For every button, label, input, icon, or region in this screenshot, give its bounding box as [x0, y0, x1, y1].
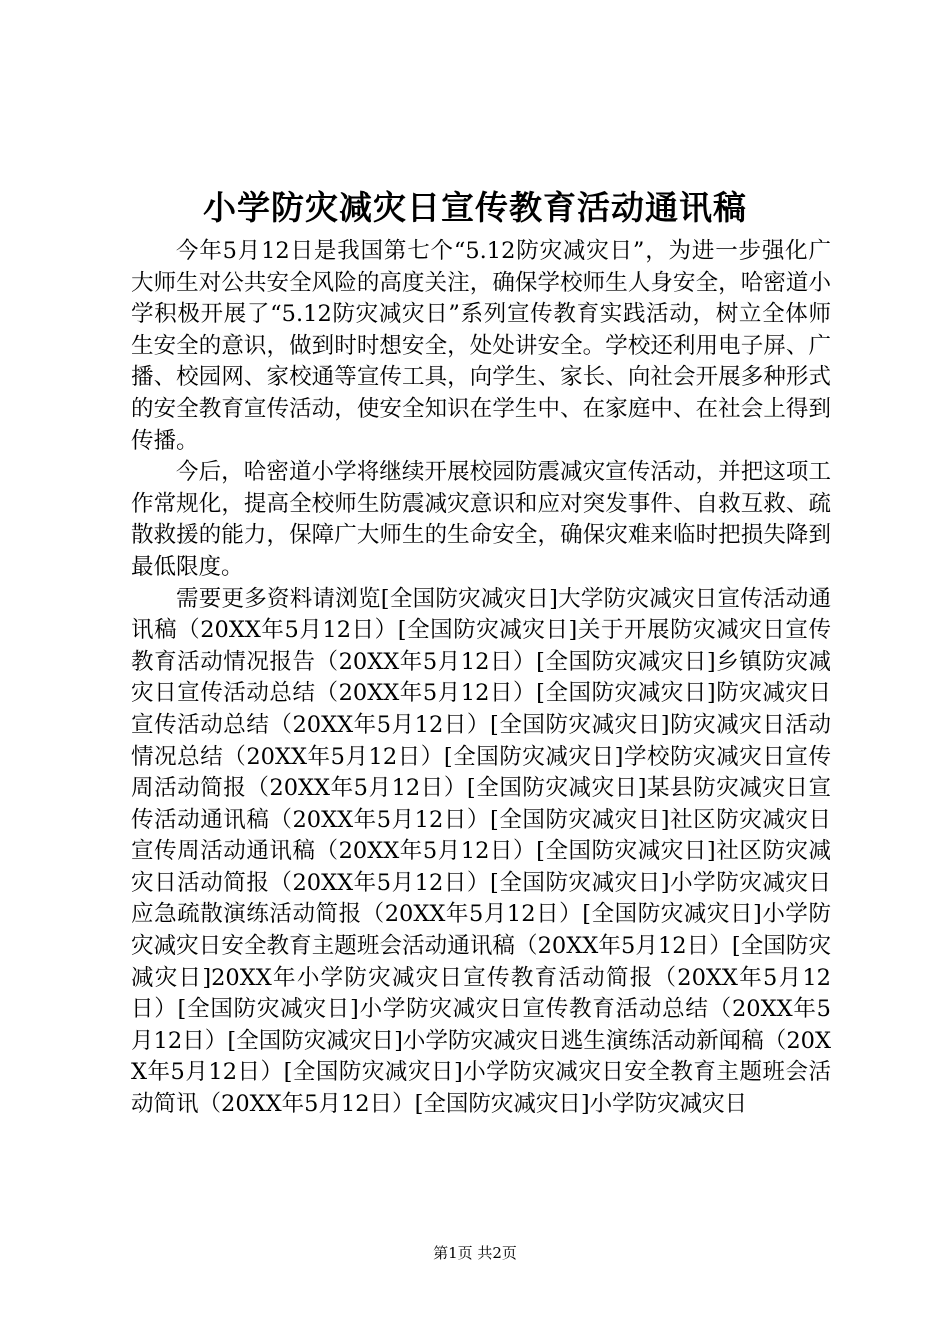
page-number-footer: 第1页 共2页 [433, 1244, 517, 1262]
article-body [131, 236, 831, 1121]
page-title: 小学防灾减灾日宣传教育活动通讯稿 [203, 188, 747, 227]
paragraph-intro: 今年5月12日是我国第七个“5.12防灾减灾日”，为进一步强化广大师生对公共安全风险的高度关注，确保学校师生人身安全，哈密道小学积极开展了“5.12防灾减灾日”系列宣传教育实践活动，树立全体师生安全的意识，做到时时想安全，处处讲安全。学校还利用电子屏、广播、校园网、家校通等宣传工具，向学生、家长、向社会开展多种形式的安全教育宣传活动，使安全知识在学生中、在家庭中、在社会上得到传播。 [131, 238, 831, 454]
paragraph-related-links: 需要更多资料请浏览[全国防灾减灾日]大学防灾减灾日宣传活动通讯稿（20XX年5月12日）[全国防灾减灾日]关于开展防灾减灾日宣传教育活动情况报告（20XX年5月12日）[全国防灾减灾日]乡镇防灾减灾日宣传活动总结（20XX年5月12日）[全国防灾减灾日]防灾减灾日宣传活动总结（20XX年5月12日）[全国防灾减灾日]防灾减灾日活动情况总结（20XX年5月12日）[全国防灾减灾日]学校防灾减灾日宣传周活动简报（20XX年5月12日）[全国防灾减灾日]某县防灾减灾日宣传活动通讯稿（20XX年5月12日）[全国防灾减灾日]社区防灾减灾日宣传周活动通讯稿（20XX年5月12日）[全国防灾减灾日]社区防灾减灾日活动简报（20XX年5月12日）[全国防灾减灾日]小学防灾减灾日应急疏散演练活动简报（20XX年5月12日）[全国防灾减灾日]小学防灾减灾日安全教育主题班会活动通讯稿（20XX年5月12日）[全国防灾减灾日]20XX年小学防灾减灾日宣传教育活动简报（20XX年5月12日）[全国防灾减灾日]小学防灾减灾日宣传教育活动总结（20XX年5月12日）[全国防灾减灾日]小学防灾减灾日逃生演练活动新闻稿（20XX年5月12日）[全国防灾减灾日]小学防灾减灾日安全教育主题班会活动简讯（20XX年5月12日）[全国防灾减灾日]小学防灾减灾日 [131, 585, 831, 1118]
paragraph-future-plan: 今后，哈密道小学将继续开展校园防震减灾宣传活动，并把这项工作常规化，提高全校师生防震减灾意识和应对突发事件、自救互救、疏散救援的能力，保障广大师生的生命安全，确保灾难来临时把损失降到最低限度。 [131, 459, 831, 580]
